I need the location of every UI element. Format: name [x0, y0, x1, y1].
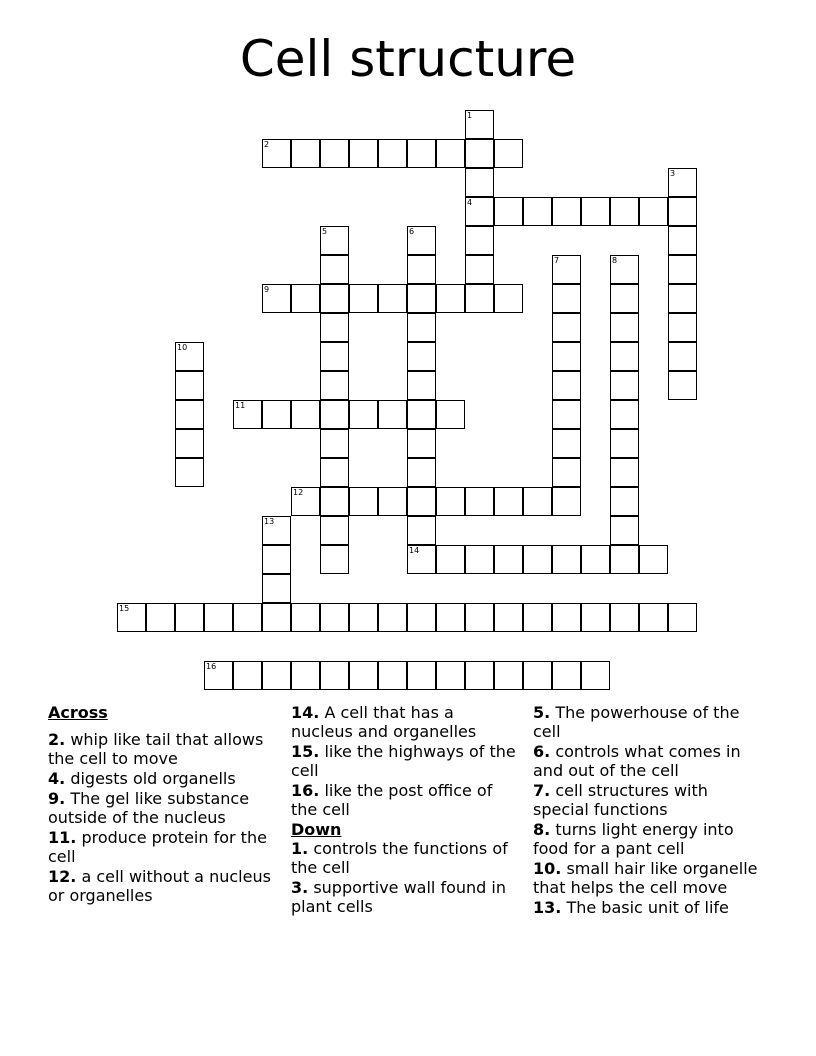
clue-number: 6 — [409, 227, 415, 236]
grid-cell[interactable] — [175, 458, 204, 487]
grid-cell[interactable] — [668, 226, 697, 255]
grid-cell[interactable] — [262, 545, 291, 574]
grid-cell[interactable] — [465, 226, 494, 255]
grid-cell[interactable] — [407, 516, 436, 545]
grid-cell[interactable] — [610, 313, 639, 342]
grid-cell[interactable] — [233, 661, 262, 690]
grid-cell[interactable] — [320, 458, 349, 487]
grid-cell[interactable] — [378, 400, 407, 429]
grid-cell[interactable] — [436, 545, 465, 574]
grid-cell[interactable] — [262, 400, 291, 429]
grid-cell[interactable] — [610, 429, 639, 458]
grid-cell[interactable] — [581, 545, 610, 574]
clue-down-1: 1. controls the functions of the cell — [291, 839, 508, 877]
grid-cell[interactable] — [146, 603, 175, 632]
grid-cell[interactable] — [552, 342, 581, 371]
grid-cell[interactable] — [465, 255, 494, 284]
grid-cell[interactable] — [378, 284, 407, 313]
grid-cell[interactable] — [523, 603, 552, 632]
across-heading: Across — [48, 703, 108, 722]
grid-cell[interactable] — [117, 603, 146, 632]
grid-cell[interactable] — [668, 342, 697, 371]
grid-cell[interactable] — [552, 371, 581, 400]
clue-number: 13 — [264, 517, 275, 526]
grid-cell[interactable] — [407, 371, 436, 400]
grid-cell[interactable] — [320, 603, 349, 632]
grid-cell[interactable] — [175, 342, 204, 371]
grid-cell[interactable] — [523, 487, 552, 516]
grid-cell[interactable] — [407, 603, 436, 632]
grid-cell[interactable] — [610, 516, 639, 545]
grid-cell[interactable] — [349, 603, 378, 632]
clue-down-7: 7. cell structures with special functions — [533, 781, 708, 819]
grid-cell[interactable] — [523, 197, 552, 226]
grid-cell[interactable] — [320, 487, 349, 516]
grid-cell[interactable] — [262, 284, 291, 313]
grid-cell[interactable] — [610, 487, 639, 516]
grid-cell[interactable] — [262, 516, 291, 545]
grid-cell[interactable] — [407, 255, 436, 284]
grid-cell[interactable] — [204, 661, 233, 690]
grid-cell[interactable] — [291, 661, 320, 690]
grid-cell[interactable] — [175, 429, 204, 458]
grid-cell[interactable] — [465, 197, 494, 226]
grid-cell[interactable] — [581, 661, 610, 690]
grid-cell[interactable] — [349, 284, 378, 313]
grid-cell[interactable] — [610, 371, 639, 400]
grid-cell[interactable] — [668, 313, 697, 342]
grid-cell[interactable] — [407, 545, 436, 574]
grid-cell[interactable] — [407, 342, 436, 371]
grid-cell[interactable] — [262, 603, 291, 632]
grid-cell[interactable] — [639, 197, 668, 226]
clue-number: 2 — [264, 140, 270, 149]
grid-cell[interactable] — [262, 661, 291, 690]
grid-cell[interactable] — [668, 371, 697, 400]
grid-cell[interactable] — [349, 139, 378, 168]
grid-cell[interactable] — [378, 139, 407, 168]
clue-column-2 — [291, 703, 519, 917]
grid-cell[interactable] — [552, 545, 581, 574]
grid-cell[interactable] — [378, 603, 407, 632]
grid-cell[interactable] — [494, 661, 523, 690]
grid-cell[interactable] — [523, 661, 552, 690]
grid-cell[interactable] — [668, 168, 697, 197]
grid-cell[interactable] — [291, 139, 320, 168]
grid-cell[interactable] — [465, 603, 494, 632]
grid-cell[interactable] — [407, 458, 436, 487]
grid-cell[interactable] — [436, 487, 465, 516]
grid-cell[interactable] — [494, 603, 523, 632]
grid-cell[interactable] — [494, 487, 523, 516]
grid-cell[interactable] — [494, 139, 523, 168]
clue-number: 15 — [119, 604, 130, 613]
grid-cell[interactable] — [668, 603, 697, 632]
grid-cell[interactable] — [320, 371, 349, 400]
grid-cell[interactable] — [291, 603, 320, 632]
grid-cell[interactable] — [494, 197, 523, 226]
grid-cell[interactable] — [668, 197, 697, 226]
grid-cell[interactable] — [291, 487, 320, 516]
clue-down-5: 5. The powerhouse of the cell — [533, 703, 740, 741]
grid-cell[interactable] — [610, 284, 639, 313]
grid-cell[interactable] — [639, 603, 668, 632]
grid-cell[interactable] — [378, 661, 407, 690]
clue-across-11: 11. produce protein for the cell — [48, 828, 267, 866]
grid-cell[interactable] — [610, 197, 639, 226]
grid-cell[interactable] — [407, 284, 436, 313]
grid-cell[interactable] — [320, 313, 349, 342]
clue-column-3 — [533, 703, 765, 918]
grid-cell[interactable] — [349, 661, 378, 690]
clue-down-13: 13. The basic unit of life — [533, 898, 729, 917]
grid-cell[interactable] — [610, 255, 639, 284]
clue-number: 4 — [467, 198, 473, 207]
grid-cell[interactable] — [407, 487, 436, 516]
grid-cell[interactable] — [320, 661, 349, 690]
clue-number: 12 — [293, 488, 304, 497]
grid-cell[interactable] — [436, 603, 465, 632]
grid-cell[interactable] — [436, 284, 465, 313]
grid-cell[interactable] — [465, 110, 494, 139]
grid-cell[interactable] — [610, 458, 639, 487]
grid-cell[interactable] — [349, 400, 378, 429]
grid-cell[interactable] — [552, 458, 581, 487]
clue-number: 9 — [264, 285, 270, 294]
clue-across-9: 9. The gel like substance outside of the nucleus — [48, 789, 250, 827]
clue-number: 11 — [235, 401, 246, 410]
grid-cell[interactable] — [175, 603, 204, 632]
clue-number: 5 — [322, 227, 328, 236]
grid-cell[interactable] — [639, 545, 668, 574]
clue-down-6: 6. controls what comes in and out of the cell — [533, 742, 741, 780]
clue-down-10: 10. small hair like organelle that helps the cell move — [533, 859, 758, 897]
clue-column-1 — [48, 703, 276, 906]
grid-cell[interactable] — [436, 661, 465, 690]
grid-cell[interactable] — [494, 545, 523, 574]
grid-cell[interactable] — [610, 342, 639, 371]
grid-cell[interactable] — [465, 545, 494, 574]
grid-cell[interactable] — [552, 661, 581, 690]
grid-cell[interactable] — [291, 400, 320, 429]
grid-cell[interactable] — [291, 284, 320, 313]
grid-cell[interactable] — [436, 400, 465, 429]
clue-number: 8 — [612, 256, 618, 265]
grid-cell[interactable] — [465, 168, 494, 197]
grid-cell[interactable] — [552, 603, 581, 632]
grid-cell[interactable] — [407, 429, 436, 458]
grid-cell[interactable] — [320, 342, 349, 371]
grid-cell[interactable] — [494, 284, 523, 313]
grid-cell[interactable] — [407, 400, 436, 429]
page-title: Cell structure — [239, 30, 577, 88]
grid-cell[interactable] — [610, 400, 639, 429]
grid-cell[interactable] — [262, 139, 291, 168]
grid-cell[interactable] — [262, 574, 291, 603]
grid-cell[interactable] — [610, 603, 639, 632]
clue-down-8: 8. turns light energy into food for a pant cell — [533, 820, 734, 858]
grid-cell[interactable] — [233, 400, 262, 429]
grid-cell[interactable] — [407, 661, 436, 690]
clue-number: 14 — [409, 546, 420, 555]
grid-cell[interactable] — [204, 603, 233, 632]
clue-number: 1 — [467, 111, 473, 120]
grid-cell[interactable] — [320, 284, 349, 313]
grid-cell[interactable] — [552, 429, 581, 458]
grid-cell[interactable] — [552, 487, 581, 516]
grid-cell[interactable] — [320, 429, 349, 458]
clue-number: 3 — [670, 169, 676, 178]
grid-cell[interactable] — [320, 226, 349, 255]
grid-cell[interactable] — [552, 197, 581, 226]
grid-cell[interactable] — [407, 313, 436, 342]
grid-cell[interactable] — [407, 139, 436, 168]
grid-cell[interactable] — [436, 139, 465, 168]
clue-across-2: 2. whip like tail that allows the cell to move — [48, 730, 264, 768]
grid-cell[interactable] — [320, 255, 349, 284]
grid-cell[interactable] — [552, 255, 581, 284]
clue-number: 16 — [206, 662, 217, 671]
grid-cell[interactable] — [233, 603, 262, 632]
clue-across-4: 4. digests old organells — [48, 769, 236, 788]
grid-cell[interactable] — [552, 284, 581, 313]
grid-cell[interactable] — [349, 487, 378, 516]
grid-cell[interactable] — [407, 226, 436, 255]
grid-cell[interactable] — [523, 545, 552, 574]
grid-cell[interactable] — [320, 400, 349, 429]
clue-across-16: 16. like the post office of the cell — [291, 781, 493, 819]
grid-cell[interactable] — [581, 197, 610, 226]
grid-cell[interactable] — [320, 139, 349, 168]
grid-cell[interactable] — [320, 545, 349, 574]
clue-across-15: 15. like the highways of the cell — [291, 742, 516, 780]
clue-across-14: 14. A cell that has a nucleus and organelles — [291, 703, 477, 741]
grid-cell[interactable] — [552, 313, 581, 342]
grid-cell[interactable] — [610, 545, 639, 574]
grid-cell[interactable] — [581, 603, 610, 632]
grid-cell[interactable] — [552, 400, 581, 429]
grid-cell[interactable] — [465, 661, 494, 690]
clue-down-3: 3. supportive wall found in plant cells — [291, 878, 506, 916]
grid-cell[interactable] — [465, 284, 494, 313]
grid-cell[interactable] — [668, 255, 697, 284]
grid-cell[interactable] — [465, 487, 494, 516]
grid-cell[interactable] — [668, 284, 697, 313]
grid-cell[interactable] — [378, 487, 407, 516]
down-heading: Down — [291, 820, 342, 839]
clue-number: 7 — [554, 256, 560, 265]
grid-cell[interactable] — [175, 371, 204, 400]
clue-number: 10 — [177, 343, 188, 352]
grid-cell[interactable] — [175, 400, 204, 429]
clue-across-12: 12. a cell without a nucleus or organelles — [48, 867, 271, 905]
grid-cell[interactable] — [320, 516, 349, 545]
grid-cell[interactable] — [465, 139, 494, 168]
